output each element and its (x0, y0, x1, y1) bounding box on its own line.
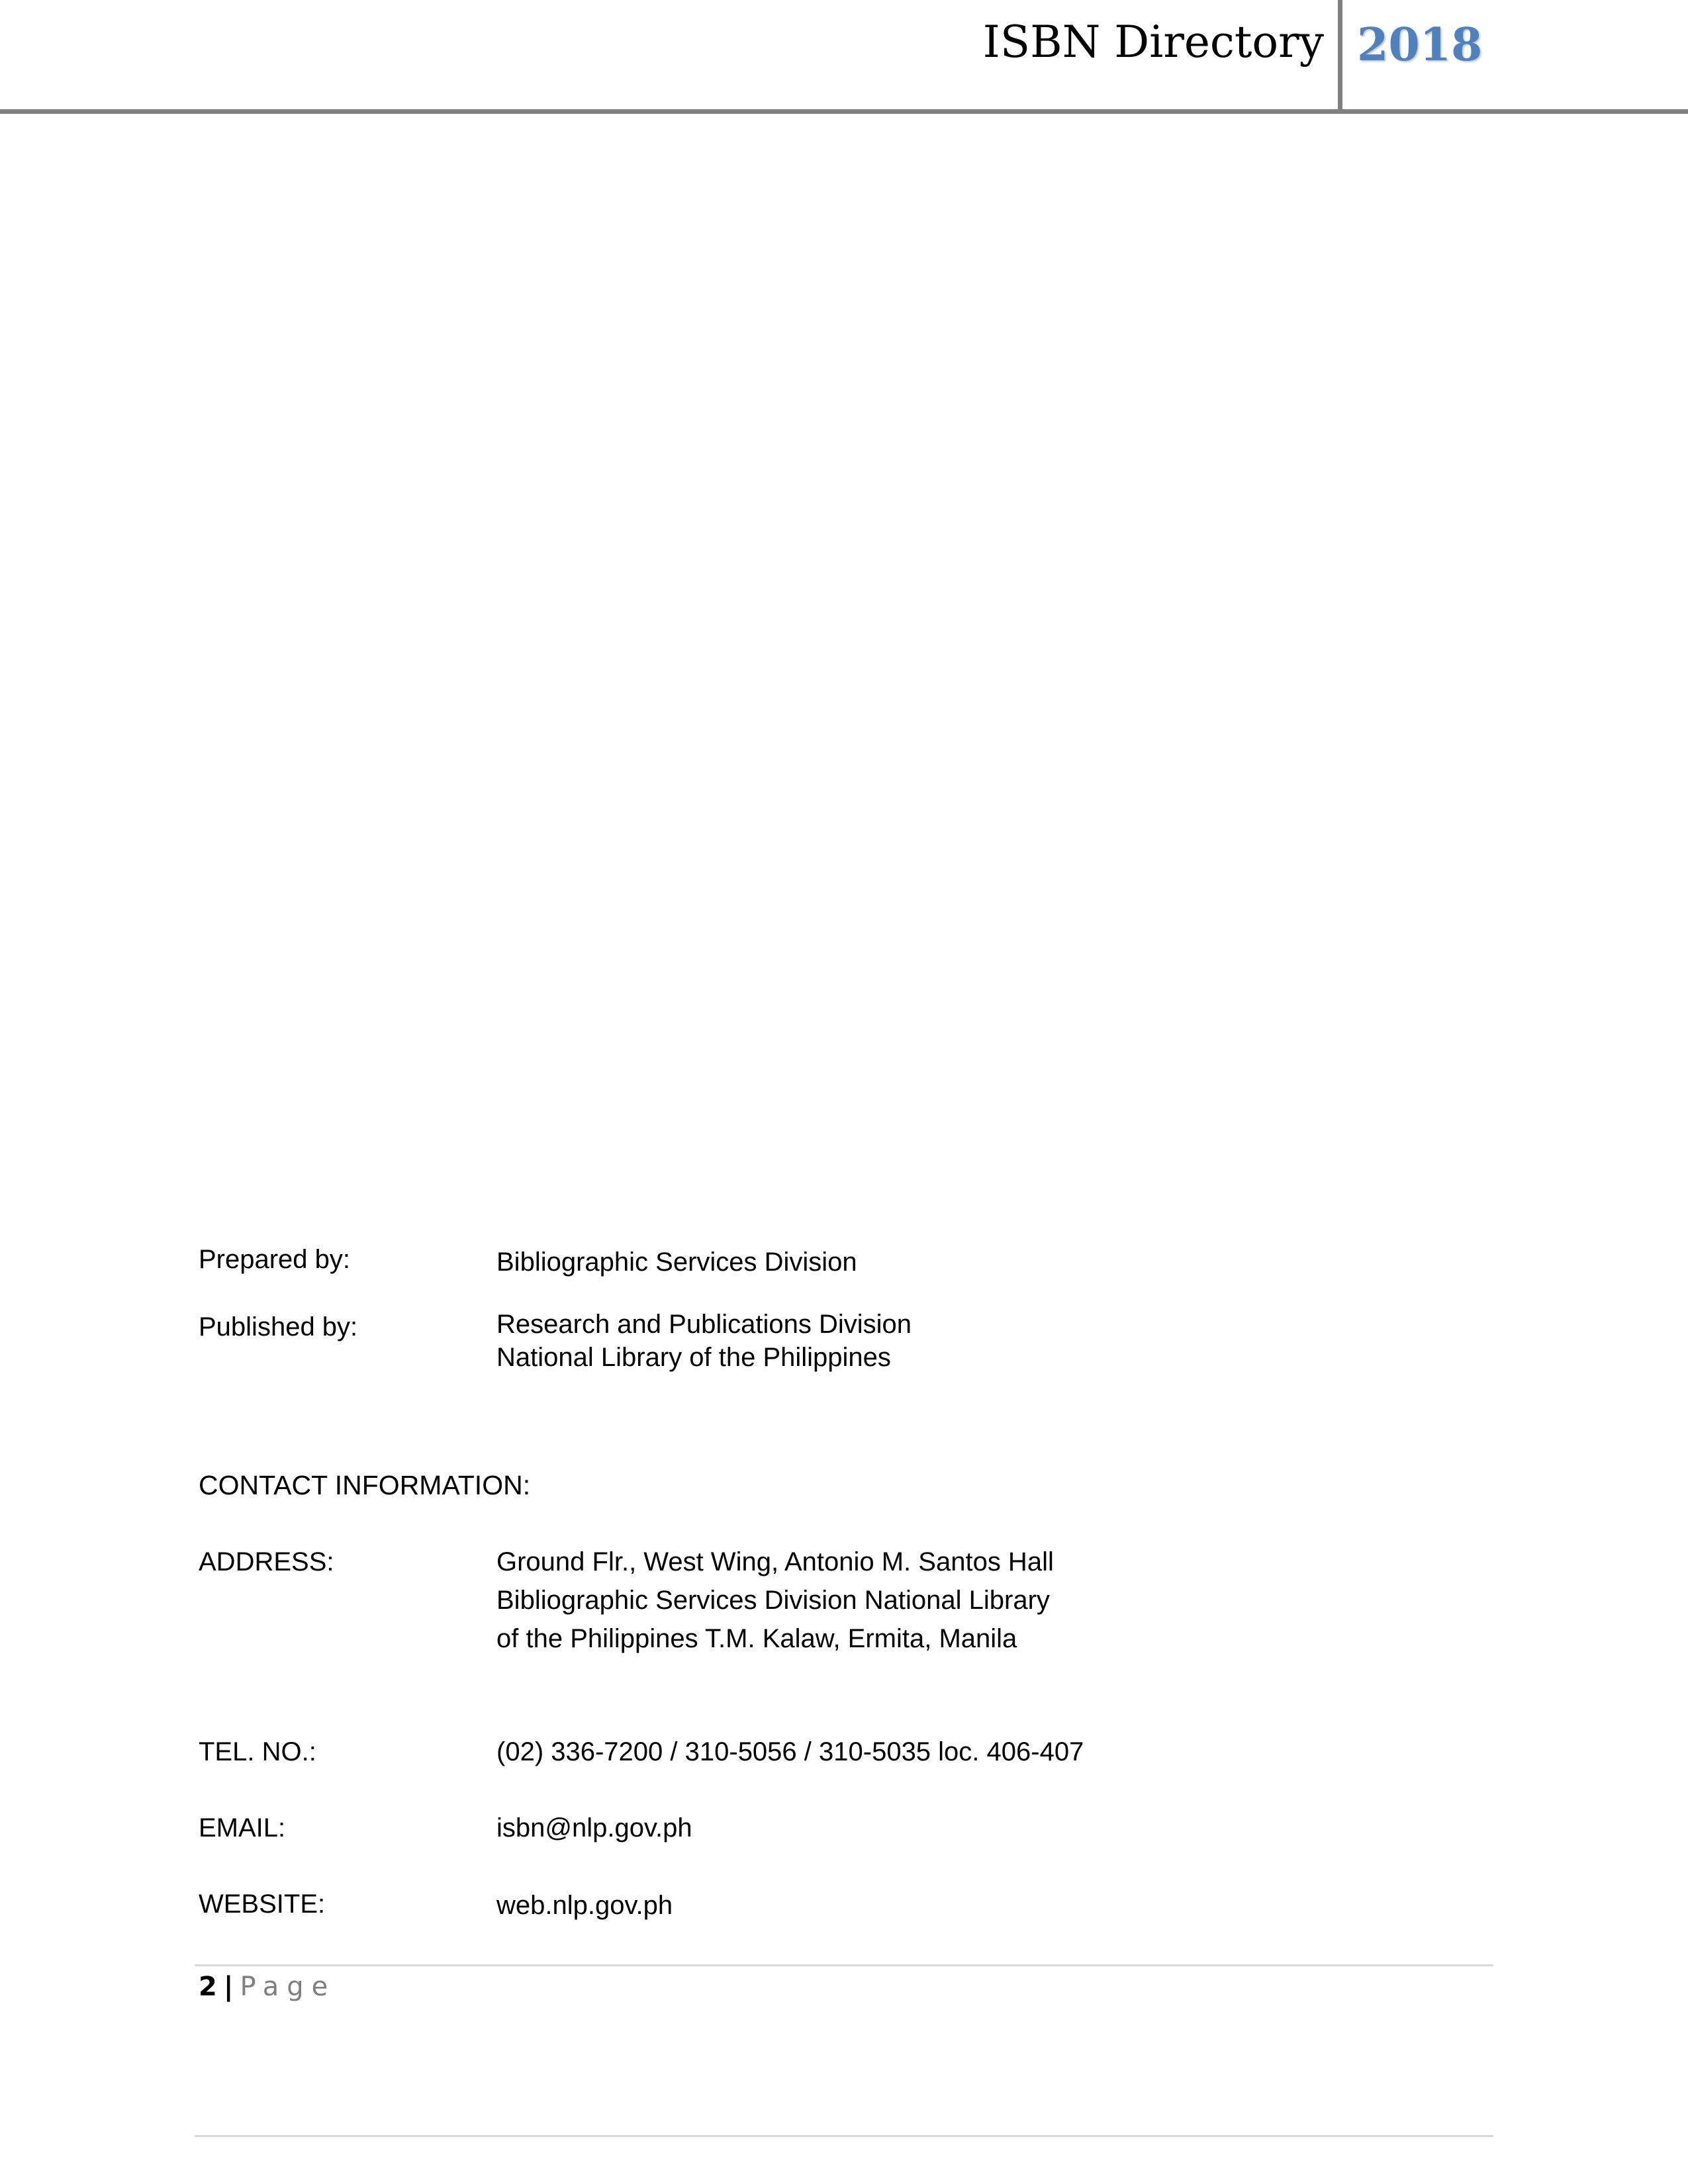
published-by-label: Published by: (199, 1312, 358, 1342)
page-number: 2 (199, 1972, 217, 2002)
website-label: WEBSITE: (199, 1889, 326, 1919)
website-value[interactable]: web.nlp.gov.ph (496, 1891, 673, 1920)
prepared-by-label: Prepared by: (199, 1245, 351, 1274)
tel-value: (02) 336-7200 / 310-5056 / 310-5035 loc. 406-407 (496, 1737, 1084, 1766)
address-value (496, 1543, 1054, 1658)
email-value[interactable]: isbn@nlp.gov.ph (496, 1813, 692, 1843)
published-by-value (496, 1308, 912, 1374)
page-word: Page (240, 1972, 336, 2002)
page-separator: | (223, 1972, 234, 2002)
contact-heading: CONTACT INFORMATION: (199, 1470, 531, 1500)
published-by-line-1: Research and Publications Division (496, 1310, 912, 1339)
published-by-line-2: National Library of the Philippines (496, 1343, 891, 1372)
prepared-by-value: Bibliographic Services Division (496, 1248, 857, 1277)
address-line-1: Ground Flr., West Wing, Antonio M. Santos Hall (496, 1547, 1054, 1576)
page-footer (199, 1967, 336, 2007)
header-year: 2018 (1357, 19, 1483, 71)
header-rule (0, 109, 1688, 114)
header-vertical-divider (1338, 0, 1342, 114)
address-label: ADDRESS: (199, 1547, 334, 1576)
footer-bottom-rule (195, 2135, 1493, 2137)
header-title: ISBN Directory (982, 17, 1324, 68)
address-line-2: Bibliographic Services Division National Library (496, 1586, 1050, 1615)
tel-label: TEL. NO.: (199, 1737, 316, 1766)
footer-top-rule (195, 1964, 1493, 1966)
address-line-3: of the Philippines T.M. Kalaw, Ermita, Manila (496, 1624, 1017, 1653)
email-label: EMAIL: (199, 1813, 286, 1843)
